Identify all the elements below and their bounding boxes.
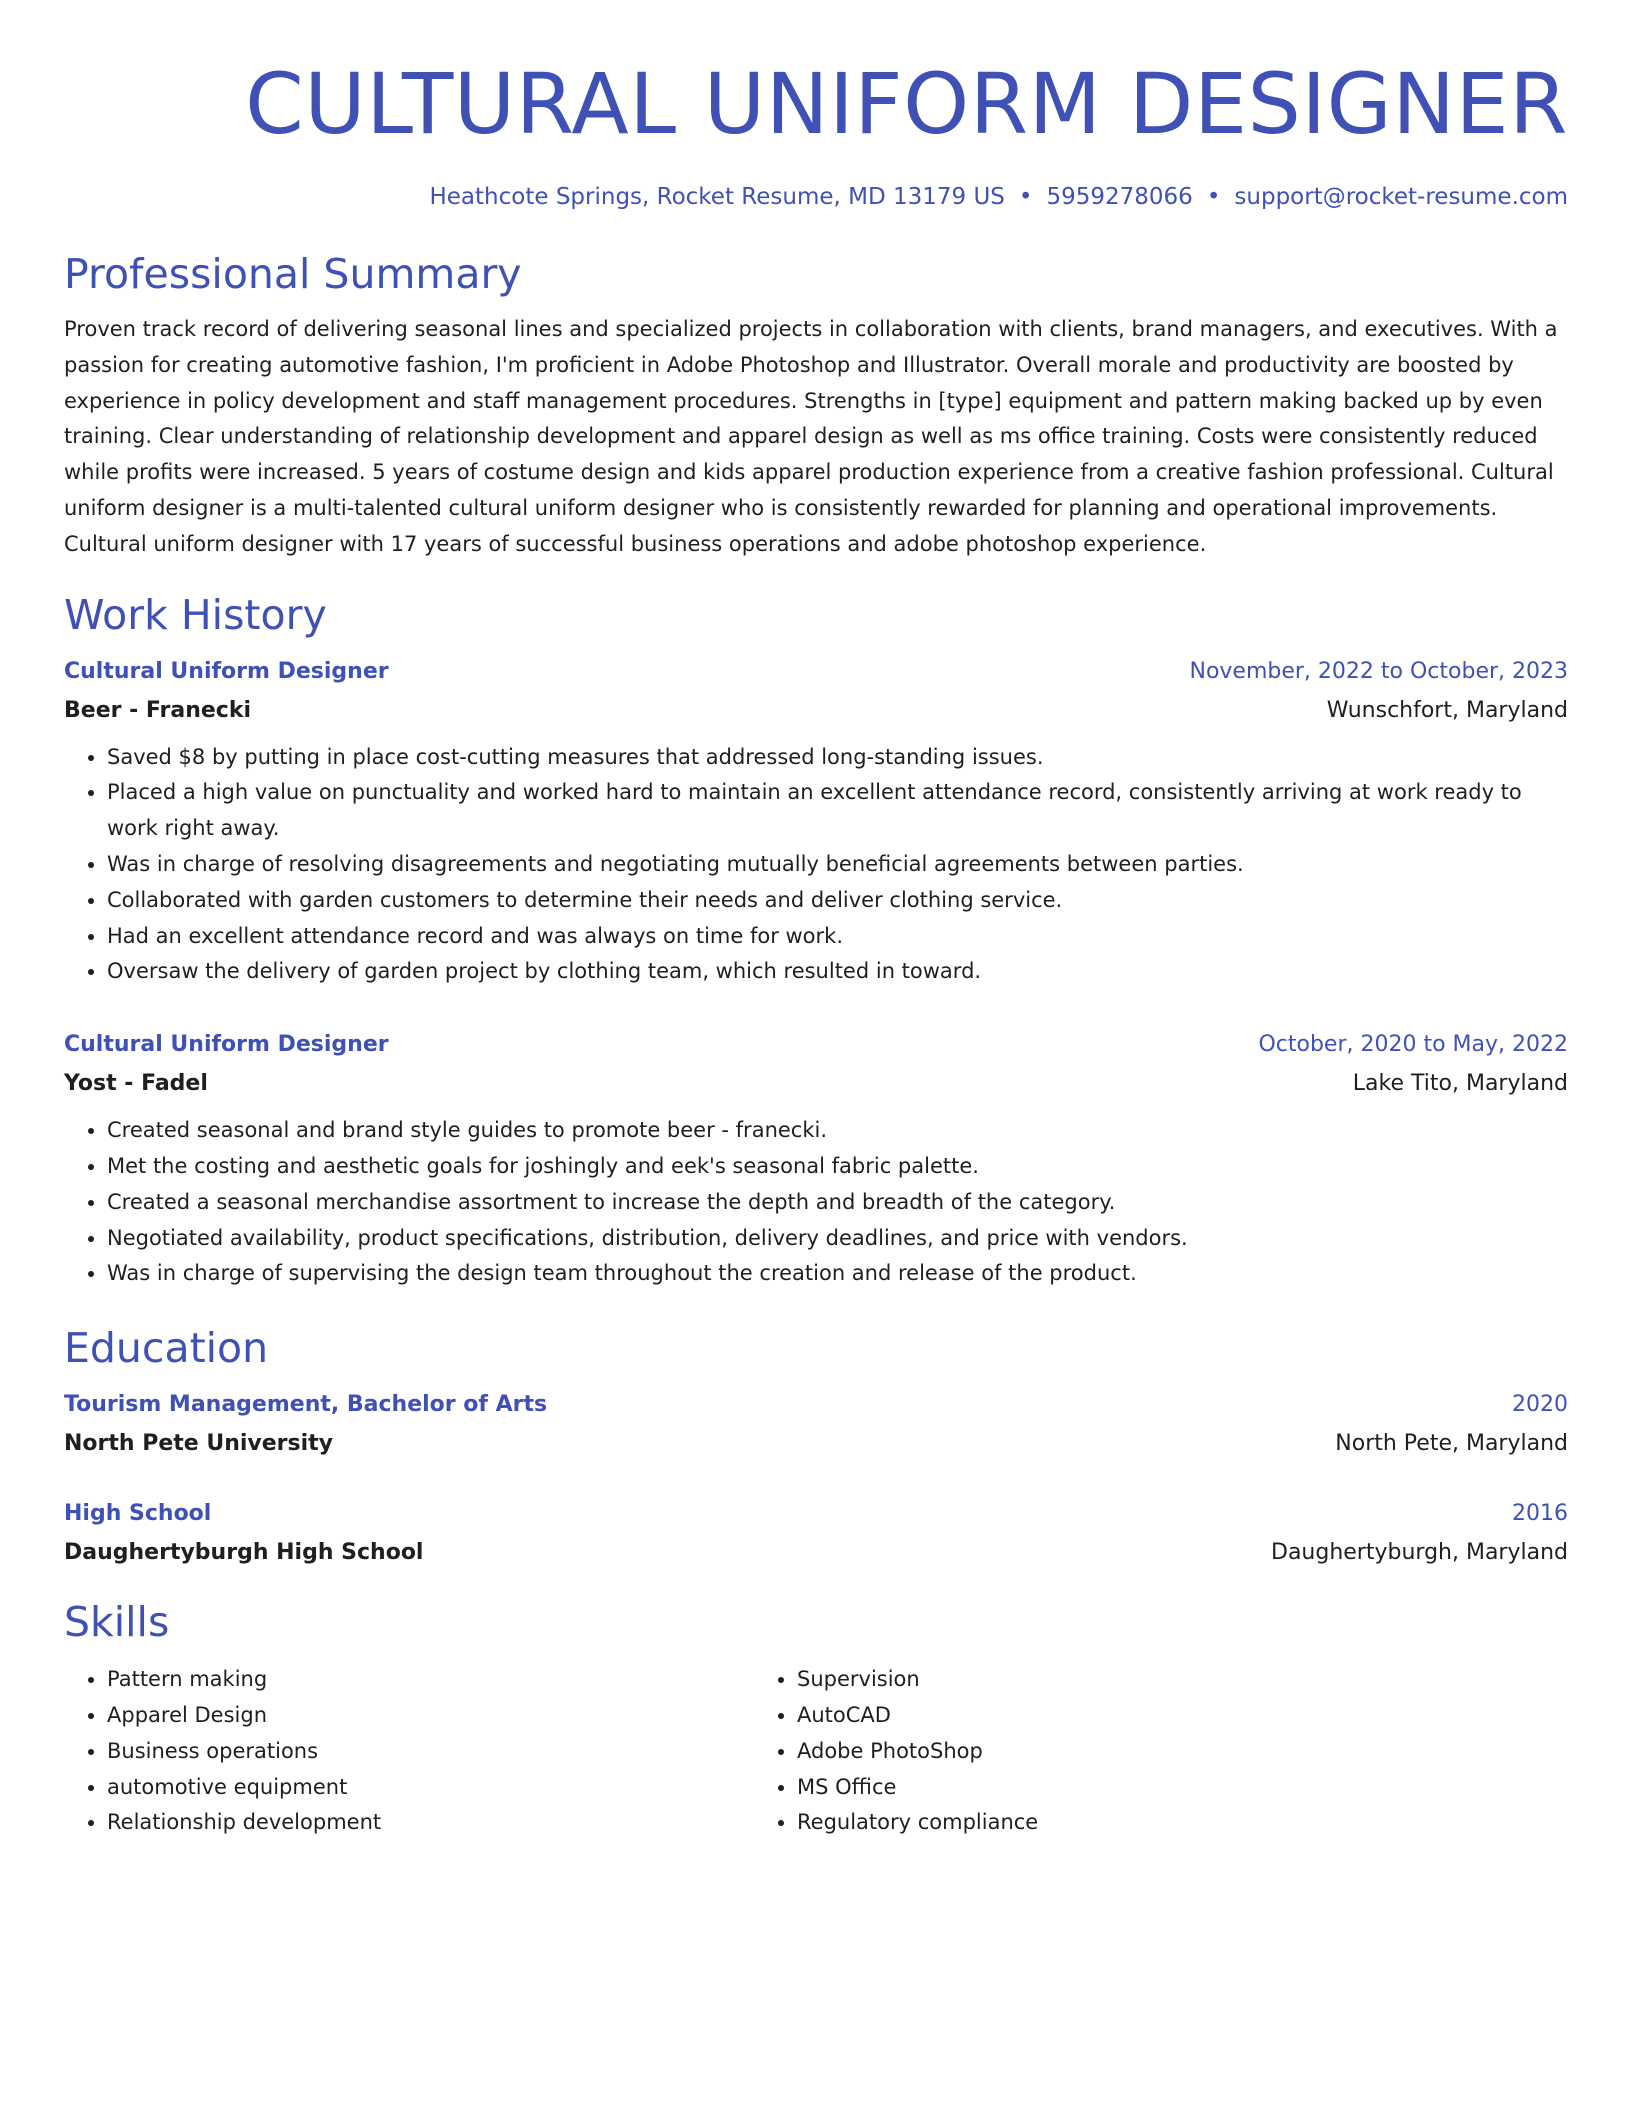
summary-text: Proven track record of delivering seasonal lines and specialized projects in collaboration with clients, brand managers, and executives. With a passion for creating automotive fashion, I'm proficient in Adobe Photoshop and Illustrator. Overall morale and productivity are boosted by experience in policy development and staff management procedures. Strengths in [type] equipment and pattern making backed up by even training. Clear understanding of relationship development and apparel design as well as ms office training. Costs were consistently reduced while profits were increased. 5 years of costume design and kids apparel production experience from a creative fashion professional. Cultural uniform designer is a multi-talented cultural uniform designer who is consistently rewarded for planning and operational improvements. Cultural uniform designer with 17 years of successful business operations and adobe photoshop experience. [64,317,1558,556]
list-item: • Oversaw the delivery of garden project by clothing team, which resulted in toward. [107,954,1568,990]
list-item: • Negotiated availability, product specifications, distribution, delivery deadlines, and price with vendors. [107,1221,1568,1257]
skill-item: • Relationship development [107,1805,754,1841]
education-entry [64,1390,1568,1459]
list-item: • Saved $8 by putting in place cost-cutting measures that addressed long-standing issues. [107,740,1568,776]
skills-column-left [64,1662,754,1841]
education-entry [64,1499,1568,1568]
job-dates: October, 2020 to May, 2022 [1258,1032,1568,1058]
list-item: • Was in charge of resolving disagreements and negotiating mutually beneficial agreements between parties. [107,847,1568,883]
list-item: • Had an excellent attendance record and was always on time for work. [107,919,1568,955]
education-year: 2016 [1512,1501,1568,1527]
job-entry [64,1030,1568,1292]
job-role: Cultural Uniform Designer [64,658,389,684]
section-title-work-history: Work History [64,590,327,639]
skill-item: • MS Office [797,1770,1454,1806]
education-degree: High School [64,1501,212,1527]
job-location: Wunschfort, Maryland [1326,697,1568,723]
job-employer: Beer - Franecki [64,697,252,723]
education-location: North Pete, Maryland [1335,1431,1568,1457]
skill-item: • Apparel Design [107,1698,754,1734]
education-year: 2020 [1512,1392,1568,1418]
skills-list [64,1662,1568,1841]
section-title-summary: Professional Summary [64,250,522,298]
job-role: Cultural Uniform Designer [64,1032,389,1058]
skill-item: • automotive equipment [107,1770,754,1806]
education-school: North Pete University [64,1431,334,1457]
contact-address: Heathcote Springs, Rocket Resume, MD 13179 US [429,184,1005,210]
contact-separator: • [1018,184,1033,210]
skills-column-right [754,1662,1454,1841]
list-item: • Collaborated with garden customers to determine their needs and deliver clothing service. [107,883,1568,919]
job-dates: November, 2022 to October, 2023 [1189,658,1568,684]
list-item: • Met the costing and aesthetic goals for joshingly and eek's seasonal fabric palette. [107,1149,1568,1185]
education-school: Daughertyburgh High School [64,1540,424,1566]
job-location: Lake Tito, Maryland [1352,1071,1568,1097]
contact-separator: • [1206,184,1221,210]
education-location: Daughertyburgh, Maryland [1271,1540,1568,1566]
section-title-education: Education [64,1324,269,1373]
skill-item: • Business operations [107,1734,754,1770]
skill-item: • Pattern making [107,1662,754,1698]
resume-name-title: CULTURAL UNIFORM DESIGNER [245,55,1568,153]
job-bullets [64,1113,1568,1292]
skill-item: • Supervision [797,1662,1454,1698]
list-item: • Created a seasonal merchandise assortment to increase the depth and breadth of the category. [107,1185,1568,1221]
skill-item: • Regulatory compliance [797,1805,1454,1841]
contact-phone[interactable]: 5959278066 [1046,184,1193,210]
list-item: • Created seasonal and brand style guides to promote beer - franecki. [107,1113,1568,1149]
list-item: • Placed a high value on punctuality and worked hard to maintain an excellent attendance record, consistently arriving at work ready to work right away. [107,775,1568,847]
job-employer: Yost - Fadel [64,1071,208,1097]
contact-email[interactable]: support@rocket-resume.com [1234,184,1568,210]
skill-item: • AutoCAD [797,1698,1454,1734]
skill-item: • Adobe PhotoShop [797,1734,1454,1770]
contact-line [64,182,1568,212]
education-degree: Tourism Management, Bachelor of Arts [64,1392,548,1418]
list-item: • Was in charge of supervising the design team throughout the creation and release of the product. [107,1256,1568,1292]
job-entry [64,657,1568,991]
section-title-skills: Skills [64,1598,170,1647]
job-bullets [64,740,1568,991]
